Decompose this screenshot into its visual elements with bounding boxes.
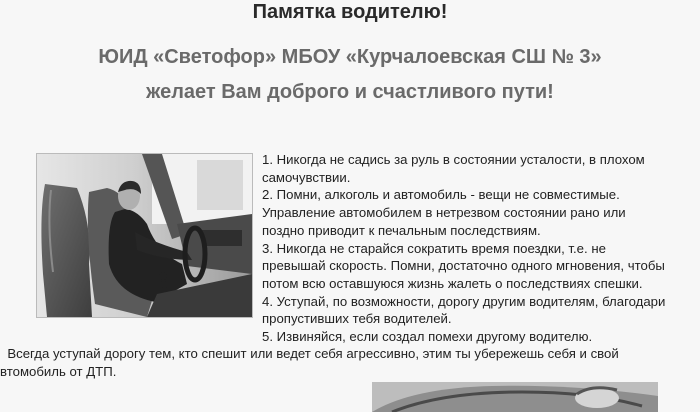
advice-line-2: втомобиль от ДТП. <box>0 363 117 379</box>
rule-line: поздно приводит к печальным последствиям. <box>262 222 541 238</box>
subtitle-line-2: желает Вам доброго и счастливого пути! <box>146 81 554 103</box>
subtitle-line-1: ЮИД «Светофор» МБОУ «Курчалоевская СШ № 3» <box>98 46 602 68</box>
rule-line: 4. Уступай, по возможности, дорогу другим водителям, благодари <box>262 293 666 309</box>
rule-line: 3. Никогда не старайся сократить время поездки, т.е. не <box>262 240 606 256</box>
advice-paragraph <box>0 345 700 380</box>
rule-line: 1. Никогда не садись за руль в состоянии усталости, в плохом <box>262 152 645 167</box>
rule-line: 5. Извиняйся, если создал помехи другому водителю. <box>262 329 593 345</box>
rule-line: самочувствии. <box>262 169 351 185</box>
driver-photo <box>36 153 253 318</box>
rules-list <box>262 151 700 346</box>
page-title: Памятка водителю! <box>252 1 448 23</box>
rule-line: пропустивших тебя водителей. <box>262 311 452 327</box>
rule-line: 2. Помни, алкоголь и автомобиль - вещи не совместимые. <box>262 187 620 203</box>
rule-line: потом всю оставшуюся жизнь жалеть о последствиях спешки. <box>262 275 643 291</box>
rule-line: превышай скорость. Помни, достаточно одного мгновения, чтобы <box>262 258 665 274</box>
driver-photo-partial <box>372 382 658 412</box>
rule-line: Управление автомобилем в нетрезвом состоянии рано или <box>262 205 626 221</box>
advice-line-1: Всегда уступай дорогу тем, кто спешит или ведет себя агрессивно, этим ты убережешь себя и свой <box>0 346 619 361</box>
